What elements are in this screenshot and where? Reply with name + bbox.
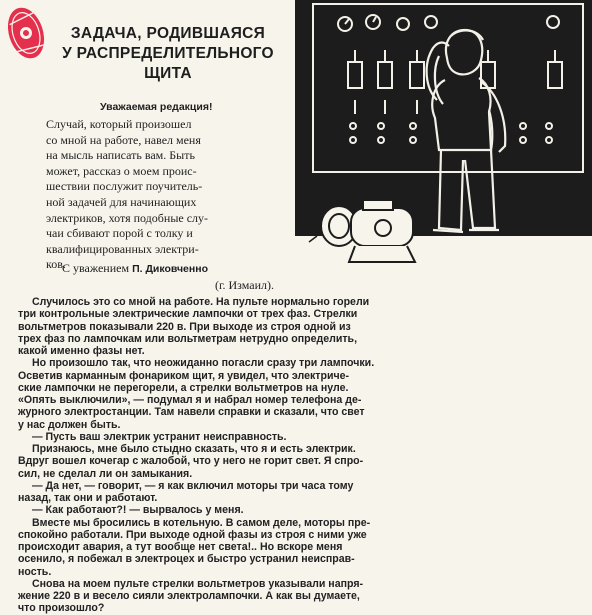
rubric-badge-icon <box>4 2 48 64</box>
title-line: ЩИТА <box>144 65 192 82</box>
letter-line: чаи сбивают порой с толку и <box>46 226 193 241</box>
story-line: ность. <box>18 565 52 578</box>
story-line: осенило, я побежал в электроцех и быстро устранил неисправ- <box>18 553 355 566</box>
story-line: Но произошло так, что неожиданно погасли сразу три лампочки. <box>32 357 375 370</box>
title-line: ЗАДАЧА, РОДИВШАЯСЯ <box>70 25 266 42</box>
story-line: — Да нет, — говорит, — я как включил моторы три часа тому <box>32 479 354 492</box>
story-line: «Опять выключили», — подумал я и набрал номер телефона де- <box>18 394 362 406</box>
story-line: вольтметров показывали 220 в. При выходе из строя одной из <box>18 320 351 333</box>
story-line: сил, не сделал ли он замыкания. <box>18 467 193 480</box>
letter-line: ной задачей для начинающих <box>46 194 197 209</box>
author-city: (г. Измаил). <box>214 278 274 292</box>
story-line: спокойно работали. При выходе одной фазы из строя с ними уже <box>18 528 367 541</box>
letter-line: может, рассказ о моем проис- <box>46 163 197 178</box>
story-line: ские лампочки не перегорели, а стрелки вольтметров на нуле. <box>18 381 349 394</box>
story-line: три контрольные электрические лампочки от трех фаз. Стрелки <box>18 308 358 321</box>
article-title <box>44 24 292 84</box>
story-line: Осветив карманным фонариком щит, я увидел, что электриче- <box>18 369 350 382</box>
story-line: происходит авария, а тут вообще нет света!.. Но вскоре меня <box>18 541 343 553</box>
letter-line: на мысль написать вам. Быть <box>46 148 195 163</box>
letter-line: шествии послужит поучитель- <box>46 179 203 194</box>
letter-greeting: Уважаемая редакция! <box>100 101 213 113</box>
story-line: у нас должен быть. <box>18 418 121 431</box>
story-line: Вдруг вошел кочегар с жалобой, что у него не горит свет. Я спро- <box>18 455 364 468</box>
story-line: что произошло? <box>18 602 105 615</box>
title-line: У РАСПРЕДЕЛИТЕЛЬНОГО <box>62 45 274 62</box>
letter-line: квалифицированных электри- <box>46 241 199 256</box>
letter-line: ков. <box>46 257 66 272</box>
story-line: назад, так они и работают. <box>18 492 158 504</box>
letter-line: со мной на работе, навел меня <box>46 132 201 147</box>
story-line: Вместе мы бросились в котельную. В самом деле, моторы пре- <box>32 516 371 529</box>
story-line: Признаюсь, мне было стыдно сказать, что я и есть электрик. <box>32 443 356 455</box>
letter-line: электриков, хотя подобные слу- <box>46 210 209 225</box>
story-line: трех фаз по лампочкам или вольтметрам нетрудно определить, <box>18 332 358 345</box>
signature-prefix: С уважением <box>62 261 130 275</box>
story-line: — Пусть ваш электрик устранит неисправность. <box>32 430 287 443</box>
story-line: какой именно фазы нет. <box>18 345 145 357</box>
story-line: Случилось это со мной на работе. На пульте нормально горели <box>32 296 370 308</box>
author-name: П. Диковченно <box>132 263 208 275</box>
letter-line: Случай, который произошел <box>46 117 192 131</box>
story-line: Снова на моем пульте стрелки вольтметров указывали напря- <box>32 577 364 590</box>
story-line: жение 220 в и весело сияли электролампочки. А как вы думаете, <box>18 590 360 602</box>
switchboard-illustration <box>293 0 592 290</box>
story-line: — Как работают?! — вырвалось у меня. <box>32 504 244 517</box>
story-text <box>18 296 584 615</box>
letter-signature <box>62 260 286 293</box>
reader-letter <box>46 117 284 273</box>
story-line: журного электростанции. Там навели справки и сказали, что свет <box>18 406 365 419</box>
